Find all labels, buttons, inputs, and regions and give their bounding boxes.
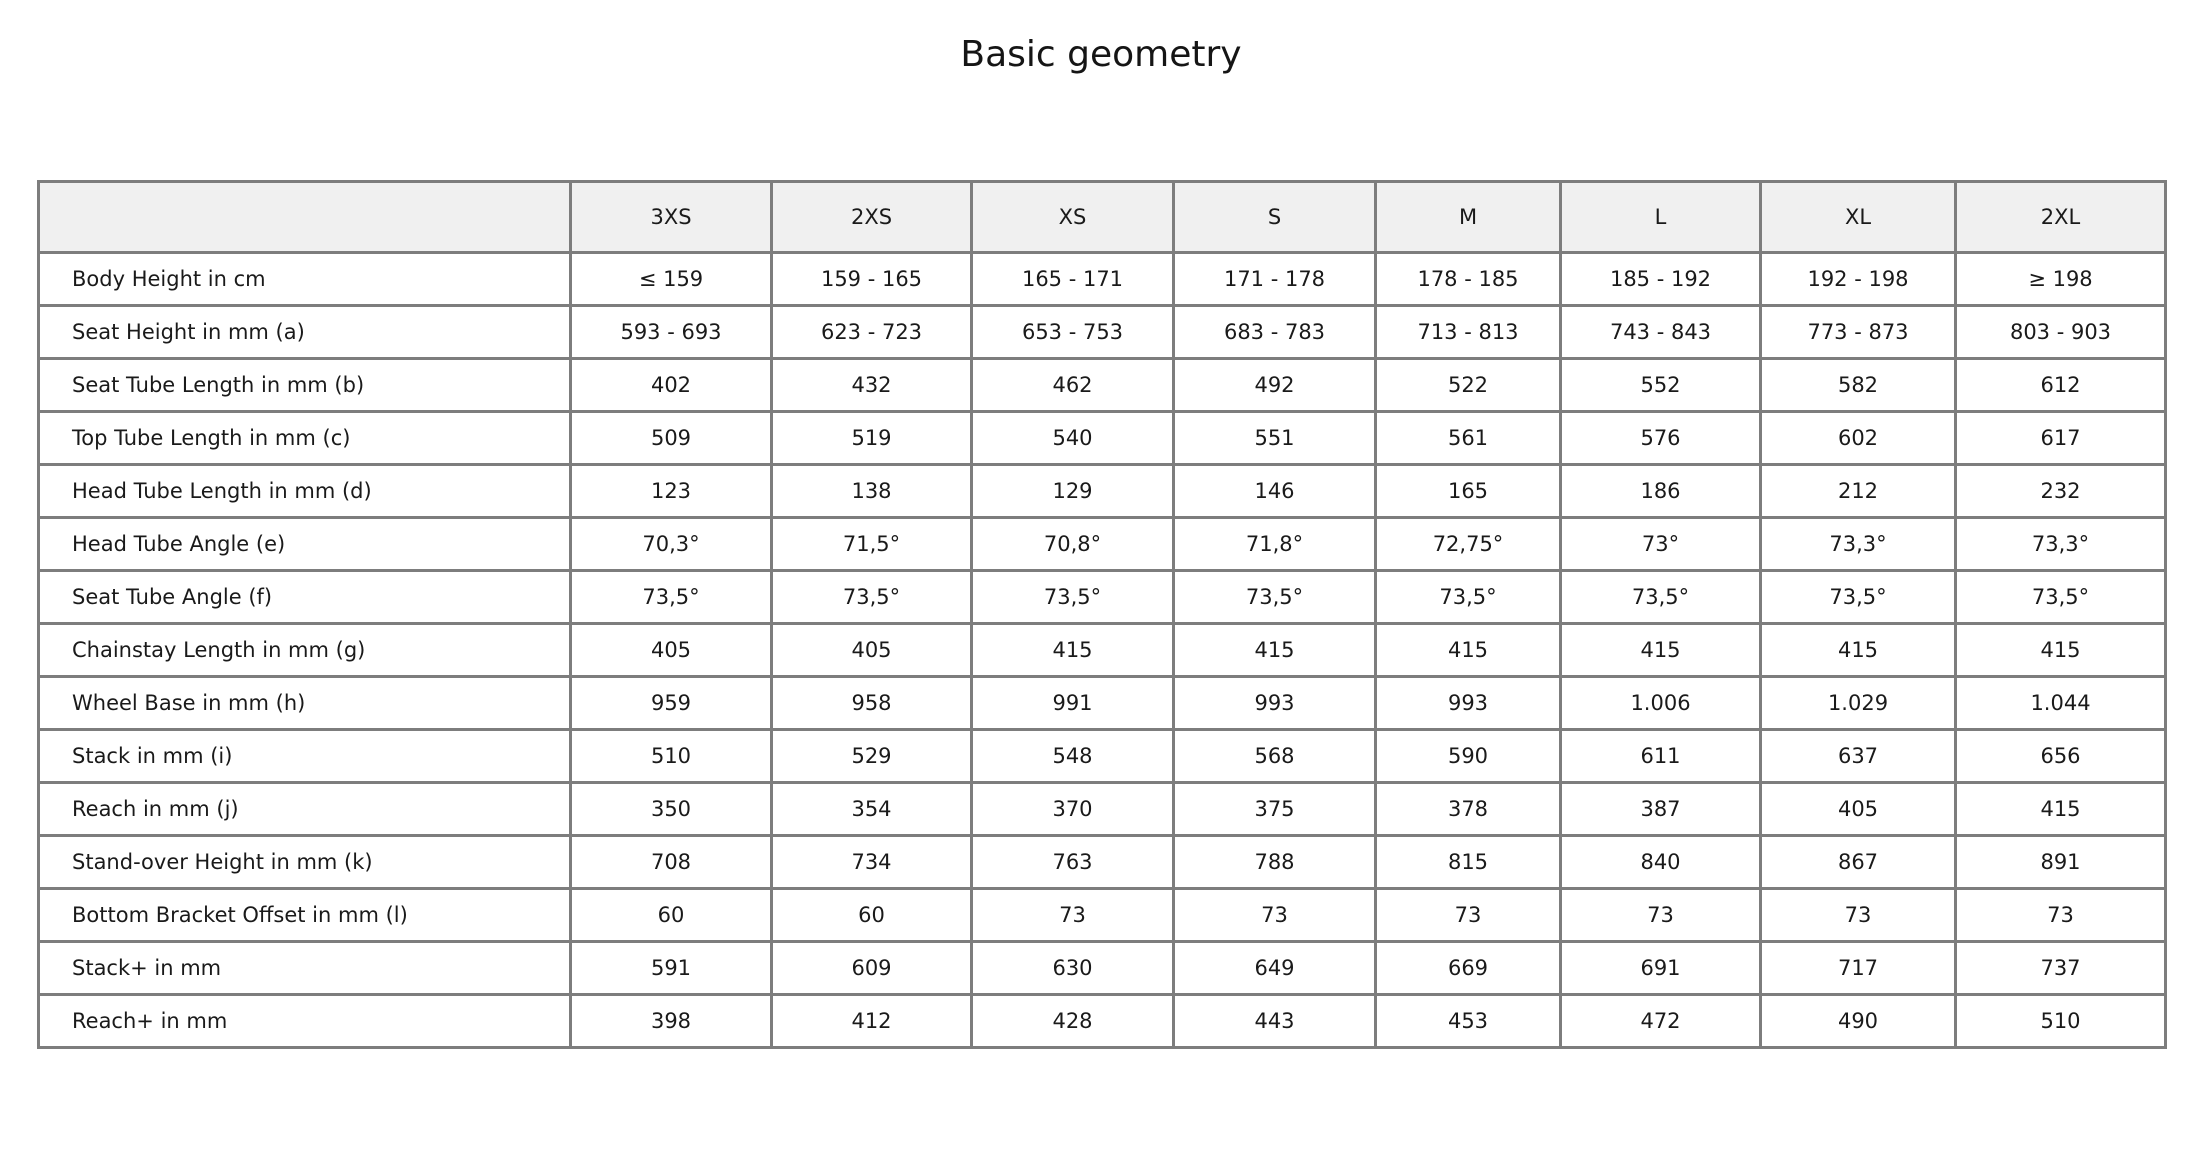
cell-value: 415	[1561, 624, 1761, 677]
cell-value: 993	[1376, 677, 1561, 730]
cell-value: 993	[1174, 677, 1376, 730]
geometry-table	[37, 180, 2167, 1049]
cell-value: 509	[571, 412, 772, 465]
row-label: Stack in mm (i)	[39, 730, 571, 783]
cell-value: 375	[1174, 783, 1376, 836]
cell-value: 73,5°	[1561, 571, 1761, 624]
table-row	[39, 677, 2166, 730]
row-label: Head Tube Length in mm (d)	[39, 465, 571, 518]
cell-value: 1.029	[1761, 677, 1956, 730]
cell-value: 73	[972, 889, 1174, 942]
cell-value: 803 - 903	[1956, 306, 2166, 359]
size-header-2xs: 2XS	[772, 182, 972, 253]
table-row	[39, 465, 2166, 518]
table-row	[39, 359, 2166, 412]
cell-value: 743 - 843	[1561, 306, 1761, 359]
cell-value: 840	[1561, 836, 1761, 889]
cell-value: 443	[1174, 995, 1376, 1048]
row-label: Chainstay Length in mm (g)	[39, 624, 571, 677]
size-header-l: L	[1561, 182, 1761, 253]
cell-value: 405	[1761, 783, 1956, 836]
cell-value: 428	[972, 995, 1174, 1048]
cell-value: 70,8°	[972, 518, 1174, 571]
cell-value: 867	[1761, 836, 1956, 889]
cell-value: 165 - 171	[972, 253, 1174, 306]
cell-value: 232	[1956, 465, 2166, 518]
cell-value: 378	[1376, 783, 1561, 836]
cell-value: 159 - 165	[772, 253, 972, 306]
cell-value: 70,3°	[571, 518, 772, 571]
cell-value: 991	[972, 677, 1174, 730]
cell-value: 540	[972, 412, 1174, 465]
cell-value: 73,5°	[571, 571, 772, 624]
cell-value: 958	[772, 677, 972, 730]
cell-value: 1.006	[1561, 677, 1761, 730]
cell-value: 590	[1376, 730, 1561, 783]
size-header-xs: XS	[972, 182, 1174, 253]
cell-value: 71,5°	[772, 518, 972, 571]
cell-value: 387	[1561, 783, 1761, 836]
table-row	[39, 942, 2166, 995]
cell-value: 529	[772, 730, 972, 783]
size-header-m: M	[1376, 182, 1561, 253]
cell-value: 415	[1761, 624, 1956, 677]
table-row	[39, 836, 2166, 889]
row-label: Stack+ in mm	[39, 942, 571, 995]
cell-value: 73	[1376, 889, 1561, 942]
cell-value: 891	[1956, 836, 2166, 889]
row-label: Seat Tube Angle (f)	[39, 571, 571, 624]
table-row	[39, 306, 2166, 359]
cell-value: 609	[772, 942, 972, 995]
cell-value: 415	[972, 624, 1174, 677]
cell-value: 548	[972, 730, 1174, 783]
cell-value: 73,3°	[1761, 518, 1956, 571]
cell-value: 412	[772, 995, 972, 1048]
cell-value: 492	[1174, 359, 1376, 412]
cell-value: 432	[772, 359, 972, 412]
cell-value: 146	[1174, 465, 1376, 518]
size-header-s: S	[1174, 182, 1376, 253]
cell-value: 405	[571, 624, 772, 677]
cell-value: 522	[1376, 359, 1561, 412]
cell-value: 212	[1761, 465, 1956, 518]
cell-value: 73	[1174, 889, 1376, 942]
cell-value: 630	[972, 942, 1174, 995]
cell-value: 73	[1761, 889, 1956, 942]
cell-value: 73	[1956, 889, 2166, 942]
cell-value: 402	[571, 359, 772, 412]
cell-value: 708	[571, 836, 772, 889]
cell-value: 788	[1174, 836, 1376, 889]
table-row	[39, 412, 2166, 465]
size-header-3xs: 3XS	[571, 182, 772, 253]
table-row	[39, 518, 2166, 571]
cell-value: 165	[1376, 465, 1561, 518]
cell-value: 73,5°	[1376, 571, 1561, 624]
cell-value: 398	[571, 995, 772, 1048]
cell-value: 763	[972, 836, 1174, 889]
cell-value: 73	[1561, 889, 1761, 942]
cell-value: 350	[571, 783, 772, 836]
table-row	[39, 783, 2166, 836]
cell-value: 415	[1174, 624, 1376, 677]
cell-value: 959	[571, 677, 772, 730]
cell-value: 561	[1376, 412, 1561, 465]
cell-value: 552	[1561, 359, 1761, 412]
cell-value: 123	[571, 465, 772, 518]
page-title: Basic geometry	[960, 34, 1242, 75]
cell-value: 623 - 723	[772, 306, 972, 359]
table-row	[39, 730, 2166, 783]
cell-value: 129	[972, 465, 1174, 518]
row-label: Top Tube Length in mm (c)	[39, 412, 571, 465]
cell-value: 73°	[1561, 518, 1761, 571]
cell-value: 653 - 753	[972, 306, 1174, 359]
cell-value: 354	[772, 783, 972, 836]
cell-value: ≥ 198	[1956, 253, 2166, 306]
cell-value: 71,8°	[1174, 518, 1376, 571]
cell-value: 519	[772, 412, 972, 465]
cell-value: 591	[571, 942, 772, 995]
cell-value: 510	[571, 730, 772, 783]
table-row	[39, 253, 2166, 306]
size-header-xl: XL	[1761, 182, 1956, 253]
cell-value: 73,5°	[772, 571, 972, 624]
cell-value: 490	[1761, 995, 1956, 1048]
row-label: Bottom Bracket Offset in mm (l)	[39, 889, 571, 942]
cell-value: 568	[1174, 730, 1376, 783]
cell-value: 415	[1956, 783, 2166, 836]
cell-value: 73,5°	[1956, 571, 2166, 624]
cell-value: 551	[1174, 412, 1376, 465]
table-row	[39, 571, 2166, 624]
cell-value: 462	[972, 359, 1174, 412]
cell-value: 637	[1761, 730, 1956, 783]
cell-value: 773 - 873	[1761, 306, 1956, 359]
cell-value: 683 - 783	[1174, 306, 1376, 359]
cell-value: 405	[772, 624, 972, 677]
corner-cell	[39, 182, 571, 253]
cell-value: 510	[1956, 995, 2166, 1048]
table-row	[39, 889, 2166, 942]
cell-value: 73,5°	[1761, 571, 1956, 624]
cell-value: 656	[1956, 730, 2166, 783]
cell-value: 617	[1956, 412, 2166, 465]
table-row	[39, 995, 2166, 1048]
cell-value: 472	[1561, 995, 1761, 1048]
cell-value: 602	[1761, 412, 1956, 465]
cell-value: 60	[772, 889, 972, 942]
cell-value: 649	[1174, 942, 1376, 995]
row-label: Seat Height in mm (a)	[39, 306, 571, 359]
cell-value: 717	[1761, 942, 1956, 995]
row-label: Wheel Base in mm (h)	[39, 677, 571, 730]
cell-value: 593 - 693	[571, 306, 772, 359]
cell-value: 73,5°	[972, 571, 1174, 624]
cell-value: 192 - 198	[1761, 253, 1956, 306]
header-row	[39, 182, 2166, 253]
cell-value: 669	[1376, 942, 1561, 995]
cell-value: 612	[1956, 359, 2166, 412]
cell-value: 185 - 192	[1561, 253, 1761, 306]
size-header-2xl: 2XL	[1956, 182, 2166, 253]
cell-value: 73,5°	[1174, 571, 1376, 624]
table-body	[39, 253, 2166, 1048]
cell-value: 611	[1561, 730, 1761, 783]
cell-value: 1.044	[1956, 677, 2166, 730]
cell-value: 576	[1561, 412, 1761, 465]
row-label: Stand-over Height in mm (k)	[39, 836, 571, 889]
cell-value: 691	[1561, 942, 1761, 995]
cell-value: 737	[1956, 942, 2166, 995]
cell-value: ≤ 159	[571, 253, 772, 306]
cell-value: 582	[1761, 359, 1956, 412]
cell-value: 178 - 185	[1376, 253, 1561, 306]
row-label: Head Tube Angle (e)	[39, 518, 571, 571]
row-label: Body Height in cm	[39, 253, 571, 306]
row-label: Seat Tube Length in mm (b)	[39, 359, 571, 412]
table-row	[39, 624, 2166, 677]
cell-value: 734	[772, 836, 972, 889]
cell-value: 171 - 178	[1174, 253, 1376, 306]
cell-value: 138	[772, 465, 972, 518]
row-label: Reach+ in mm	[39, 995, 571, 1048]
cell-value: 73,3°	[1956, 518, 2166, 571]
cell-value: 60	[571, 889, 772, 942]
cell-value: 370	[972, 783, 1174, 836]
cell-value: 72,75°	[1376, 518, 1561, 571]
cell-value: 713 - 813	[1376, 306, 1561, 359]
cell-value: 453	[1376, 995, 1561, 1048]
cell-value: 415	[1956, 624, 2166, 677]
row-label: Reach in mm (j)	[39, 783, 571, 836]
cell-value: 186	[1561, 465, 1761, 518]
cell-value: 415	[1376, 624, 1561, 677]
cell-value: 815	[1376, 836, 1561, 889]
